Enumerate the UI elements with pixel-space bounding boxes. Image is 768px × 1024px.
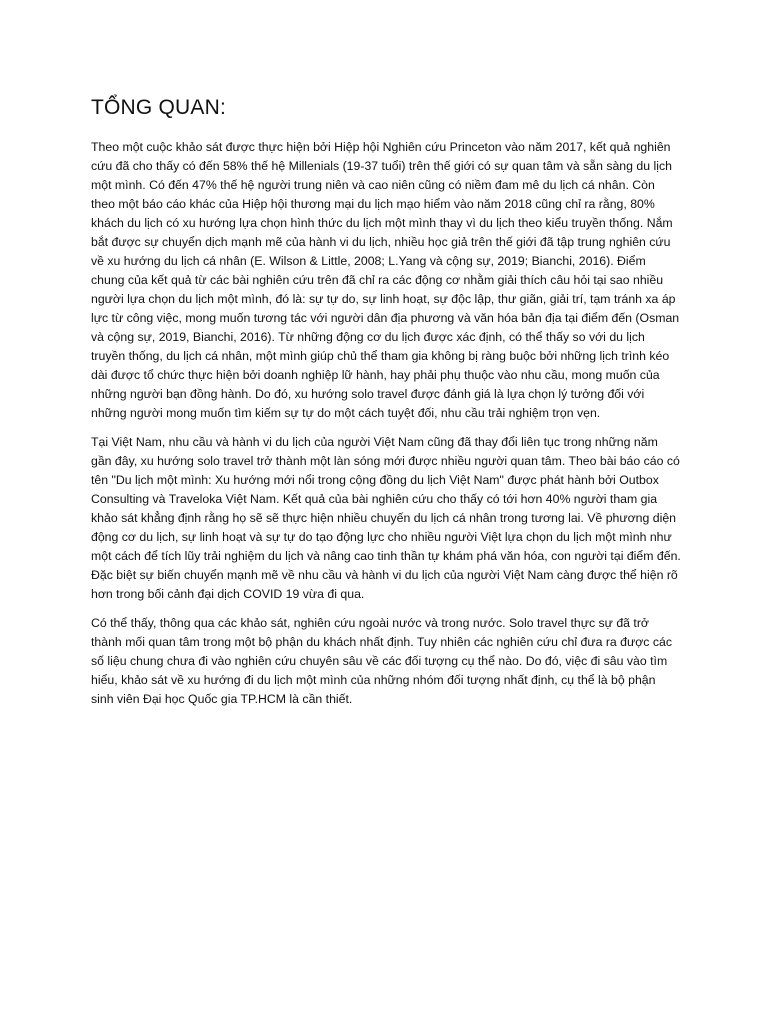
section-heading: TỔNG QUAN: [91, 96, 227, 119]
paragraph-global-survey: Theo một cuộc khảo sát được thực hiện bởi Hiệp hội Nghiên cứu Princeton vào năm 2017, kết quả nghiên cứu đã cho thấy có đến 58% thế hệ Millenials (19-37 tuổi) trên thế giới có sự quan tâm và sẵn sàng du lịch một mình. Có đến 47% thế hệ người trung niên và cao niên cũng có niềm đam mê du lịch cá nhân. Còn theo một báo cáo khác của Hiệp hội thương mại du lịch mạo hiểm vào năm 2018 cũng chỉ ra rằng, 80% khách du lịch có xu hướng lựa chọn hình thức du lịch một mình thay vì du lịch theo kiểu truyền thống. Nắm bắt được sự chuyển dịch mạnh mẽ của hành vi du lịch, nhiều học giả trên thế giới đã tập trung nghiên cứu về xu hướng du lịch cá nhân (E. Wilson & Little, 2008; L.Yang và cộng sự, 2019; Bianchi, 2016). Điểm chung của kết quả từ các bài nghiên cứu trên đã chỉ ra các động cơ nhằm giải thích câu hỏi tại sao nhiều người lựa chọn du lịch một mình, đó là: sự tự do, sự linh hoạt, sự độc lập, thư giãn, giải trí, tạm tránh xa áp lực từ công việc, mong muốn tương tác với người dân địa phương và văn hóa bản địa tại điểm đến (Osman và cộng sự, 2019, Bianchi, 2016). Từ những động cơ du lịch được xác định, có thể thấy so với du lịch truyền thống, du lịch cá nhân, một mình giúp chủ thể tham gia không bị ràng buộc bởi những lịch trình kéo dài được tổ chức thực hiện bởi doanh nghiệp lữ hành, hay phải phụ thuộc vào nhu cầu, mong muốn của những người bạn đồng hành. Do đó, xu hướng solo travel được đánh giá là lựa chọn lý tưởng đối với những người mong muốn tìm kiếm sự tự do một cách tuyệt đối, nhu cầu trải nghiệm trọn vẹn. [91, 140, 680, 420]
paragraph-conclusion: Có thể thấy, thông qua các khảo sát, nghiên cứu ngoài nước và trong nước. Solo travel thực sự đã trở thành mối quan tâm trong một bộ phận du khách nhất định. Tuy nhiên các nghiên cứu chỉ đưa ra được các số liệu chung chưa đi vào nghiên cứu chuyên sâu về các đối tượng cụ thể nào. Do đó, việc đi sâu vào tìm hiểu, khảo sát về xu hướng đi du lịch một mình của những nhóm đối tượng nhất định, cụ thể là bộ phận sinh viên Đại học Quốc gia TP.HCM là cần thiết. [91, 616, 673, 706]
paragraph-vietnam-trend: Tại Việt Nam, nhu cầu và hành vi du lịch của người Việt Nam cũng đã thay đổi liên tục trong những năm gần đây, xu hướng solo travel trở thành một làn sóng mới được nhiều người quan tâm. Theo bài báo cáo có tên "Du lịch một mình: Xu hướng mới nổi trong cộng đồng du lịch Việt Nam" được phát hành bởi Outbox Consulting và Traveloka Việt Nam. Kết quả của bài nghiên cứu cho thấy có tới hơn 40% người tham gia khảo sát khẳng định rằng họ sẽ sẽ thực hiện nhiều chuyến du lịch cá nhân trong tương lai. Về phương diện động cơ du lịch, sự linh hoạt và sự tự do tạo động lực cho nhiều người Việt lựa chọn du lịch một mình như một cách để tích lũy trải nghiệm du lịch và nâng cao tinh thần tự khám phá văn hóa, con người tại điểm đến. Đặc biệt sự biến chuyển mạnh mẽ về nhu cầu và hành vi du lịch của người Việt Nam càng được thể hiện rõ hơn trong bối cảnh đại dịch COVID 19 vừa đi qua. [91, 435, 681, 601]
document-body [91, 94, 681, 719]
